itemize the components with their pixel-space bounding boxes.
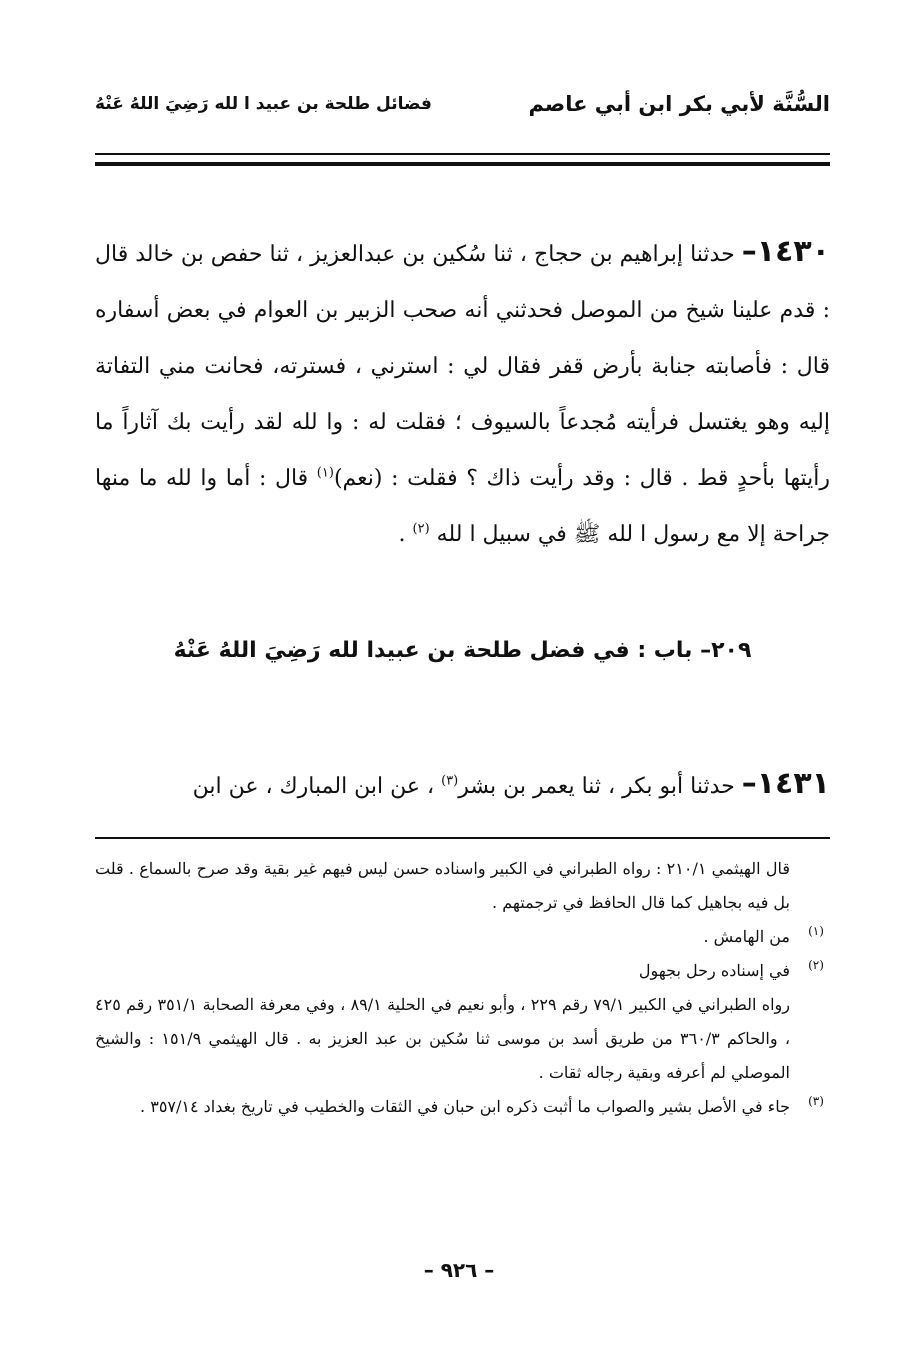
- header-rule-thin: [95, 153, 830, 155]
- footnote-3: [95, 1090, 830, 1124]
- footnote-2-continuation: رواه الطبراني في الكبير ٧٩/١ رقم ٢٢٩ ، وأبو نعيم في الحلية ٨٩/١ ، وفي معرفة الصحابة ٣٥١/١ رقم ٤٢٥ ، والحاكم ٣٦٠/٣ من طريق أسد بن موسى ثنا سُكين بن عبد العزيز به . قال الهيثمي ١٥١/٩ : والشيخ الموصلي لم أعرفه وبقية رجاله ثقات .: [95, 995, 791, 1082]
- section-title-text: باب : في فضل طلحة بن عبيدا لله رَضِيَ اللهُ عَنْهُ: [173, 638, 701, 663]
- footnote-rule: [95, 837, 830, 839]
- footnote-1: [95, 920, 830, 954]
- footnote-text: في إسناده رحل بجهول: [638, 961, 790, 980]
- hadith-text: حدثنا أبو بكر ، ثنا يعمر بن بشر: [458, 774, 742, 799]
- hadith-dash: –: [741, 234, 757, 269]
- chapter-title: فضائل طلحة بن عبيد ا لله رَضِيَ اللهُ عَنْهُ: [95, 94, 432, 114]
- footnote-text: من الهامش .: [703, 927, 790, 946]
- book-title: السُّنَّة لأبي بكر ابن أبي عاصم: [528, 92, 830, 116]
- footnote-marker: (١): [808, 924, 824, 938]
- footnote-intro: قال الهيثمي ٢١٠/١ : رواه الطبراني في الكبير واسناده حسن ليس فيهم غير بقية وقد صرح بالسماع . قلت بل فيه بجاهيل كما قال الحافظ في ترجمتهم .: [95, 859, 790, 912]
- footnote-marker: (٢): [808, 958, 824, 972]
- section-heading: [95, 638, 830, 663]
- hadith-1430: [95, 224, 830, 563]
- footnotes: [95, 852, 830, 1124]
- footnote-ref-2: (٢): [412, 521, 430, 537]
- hadith-text-continued: ، عن ابن المبارك ، عن ابن: [192, 774, 442, 799]
- hadith-text: حدثنا إبراهيم بن حجاج ، ثنا سُكين بن عبدالعزيز ، ثنا حفص بن خالد قال : قدم علينا شيخ من الموصل فحدثني أنه صحب الزبير بن العوام في بعض أسفاره قال : فأصابته جنابة بأرض قفر فقال لي : استرني ، فسترته، فحانت مني التفاتة إليه وهو يغتسل فرأيته مُجدعاً بالسيوف ؛ فقلت له : وا لله لقد رأيت بك آثاراً ما رأيتها بأحدٍ قط . قال : وقد رأيت ذاك ؟ فقلت : (نعم): [95, 242, 830, 491]
- hadith-text-continued: قال : أما وا لله ما منها جراحة إلا مع رسول ا لله ﷺ في سبيل ا لله: [95, 466, 830, 547]
- footnote-marker: (٣): [808, 1094, 824, 1108]
- running-head: [95, 84, 830, 124]
- header-rule-thick: [95, 162, 830, 166]
- hadith-1431: [95, 756, 830, 815]
- section-number: ٢٠٩: [711, 638, 752, 663]
- footnote-ref-1: (١): [316, 465, 334, 481]
- hadith-text-end: .: [398, 522, 413, 547]
- hadith-number: ١٤٣٠: [756, 234, 830, 269]
- section-dash: –: [700, 638, 712, 663]
- footnote-ref-3: (٣): [441, 773, 459, 789]
- hadith-dash: –: [741, 766, 757, 801]
- hadith-number: ١٤٣١: [756, 766, 830, 801]
- page-number: – ٩٢٦ –: [423, 1258, 495, 1282]
- footnote-2: [95, 954, 830, 988]
- footnote-text: جاء في الأصل بشير والصواب ما أثبت ذكره ابن حبان في الثقات والخطيب في تاريخ بغداد ٣٥٧/١٤ .: [140, 1097, 790, 1116]
